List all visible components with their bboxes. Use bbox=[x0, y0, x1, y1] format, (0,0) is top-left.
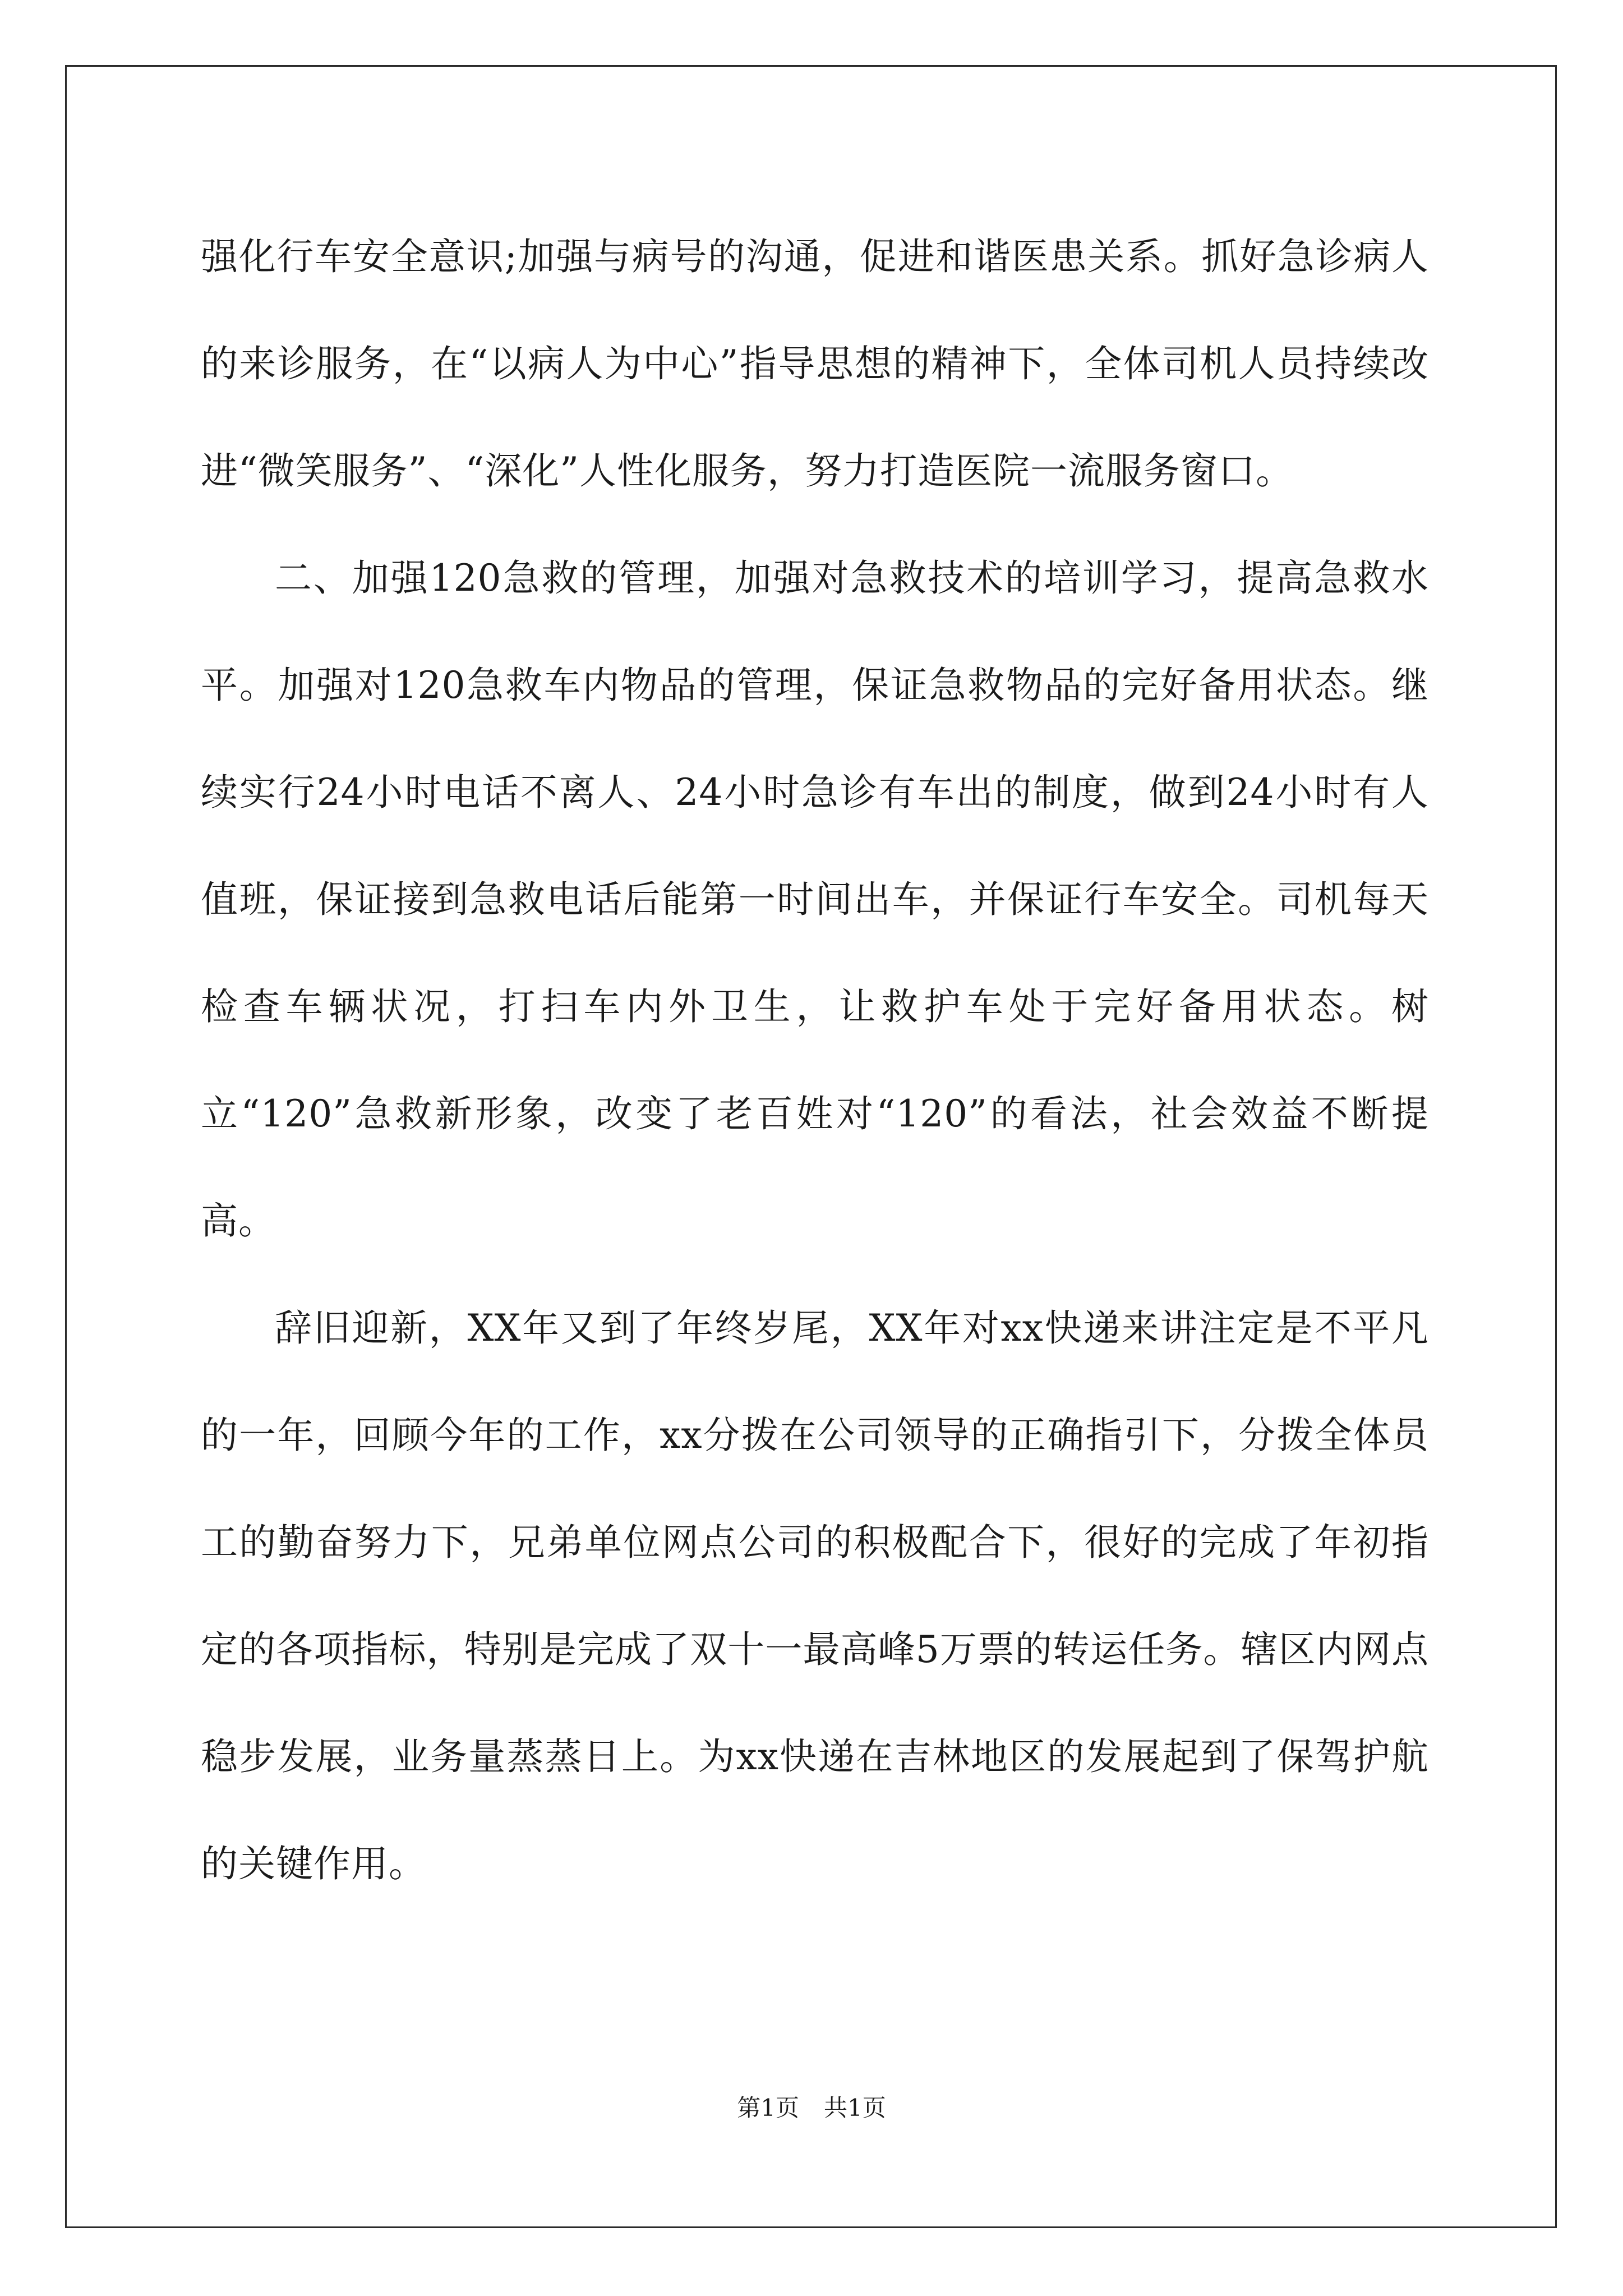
paragraph-1: 强化行车安全意识;加强与病号的沟通，促进和谐医患关系。抓好急诊病人的来诊服务，在“以病人为中心”指导思想的精神下，全体司机人员持续改进“微笑服务”、“深化”人性化服务，努力打造医院一流服务窗口。 bbox=[201, 235, 1429, 493]
document-body bbox=[201, 203, 1429, 1917]
paragraph-2: 二、加强120急救的管理，加强对急救技术的培训学习，提高急救水平。加强对120急救车内物品的管理，保证急救物品的完好备用状态。继续实行24小时电话不离人、24小时急诊有车出的制度，做到24小时有人值班，保证接到急救电话后能第一时间出车，并保证行车安全。司机每天检查车辆状况，打扫车内外卫生，让救护车处于完好备用状态。树立“120”急救新形象，改变了老百姓对“120”的看法，社会效益不断提高。 bbox=[201, 556, 1429, 1243]
paragraph-3: 辞旧迎新，XX年又到了年终岁尾，XX年对xx快递来讲注定是不平凡的一年，回顾今年的工作，xx分拨在公司领导的正确指引下，分拨全体员工的勤奋努力下，兄弟单位网点公司的积极配合下，很好的完成了年初指定的各项指标，特别是完成了双十一最高峰5万票的转运任务。辖区内网点稳步发展，业务量蒸蒸日上。为xx快递在吉林地区的发展起到了保驾护航的关键作用。 bbox=[201, 1306, 1429, 1885]
page-footer bbox=[0, 2091, 1623, 2125]
page-number: 第1页 bbox=[737, 2094, 799, 2122]
page-total: 共1页 bbox=[824, 2094, 886, 2122]
